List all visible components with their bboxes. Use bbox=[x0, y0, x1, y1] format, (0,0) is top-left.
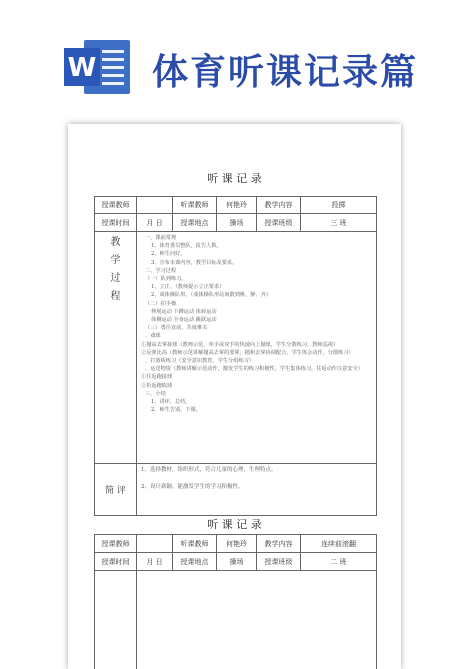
sheet1-row-time bbox=[95, 214, 377, 232]
process-label-char: 学 bbox=[110, 255, 121, 266]
word-document-icon bbox=[62, 36, 134, 98]
cell-label-time: 授课时间 bbox=[95, 553, 137, 571]
cell-label-place: 授课地点 bbox=[173, 214, 217, 232]
process-line: ①往返跑接球 bbox=[141, 374, 173, 381]
cell-value-content: 投掷 bbox=[301, 197, 377, 214]
cell-label-teacher: 授课教师 bbox=[95, 197, 137, 214]
process-line: 二、学习过程 bbox=[145, 267, 177, 274]
sheet1-record-table bbox=[94, 196, 377, 516]
cell-value-time: 月 日 bbox=[137, 553, 173, 571]
sheet2-process-label bbox=[95, 571, 137, 669]
cell-label-teacher: 授课教师 bbox=[95, 535, 137, 553]
sheet2-record-table bbox=[94, 534, 377, 669]
sheet2-row-teacher bbox=[95, 535, 377, 553]
sheet2-title: 听 课 记 录 bbox=[207, 518, 262, 531]
cell-value-teacher bbox=[137, 535, 173, 553]
cell-label-class: 授课班级 bbox=[257, 214, 301, 232]
comment-line: 2、设计新颖，能激发学生的学习积极性。 bbox=[141, 484, 244, 490]
cell-label-listener: 听课教师 bbox=[173, 535, 217, 553]
sheet2-row-process bbox=[95, 571, 377, 669]
process-line: （二）拍手操 bbox=[145, 300, 177, 307]
process-line: 三、小结 bbox=[145, 390, 166, 397]
banner bbox=[0, 0, 474, 112]
cell-label-time: 授课时间 bbox=[95, 214, 137, 232]
process-line: 3、宣布本课内容，教学目标及要求。 bbox=[151, 259, 238, 266]
process-line: 、戏球 bbox=[145, 333, 161, 340]
document-title: 体育听课记录篇 bbox=[152, 52, 419, 93]
comment-line: 1、选择教材，组织形式，符合儿童的心理，生理特点。 bbox=[141, 467, 277, 473]
process-line: 、打篮板练习（安全意识教育，学生分组练习） bbox=[145, 358, 254, 365]
process-label bbox=[95, 232, 137, 464]
cell-value-listener: 何艳玲 bbox=[217, 535, 257, 553]
process-line: 1、讲评，总结。 bbox=[151, 399, 191, 406]
process-line: ②反弹比高（教师示范讲解抛高去掌的要领，抛和去掌协调配合，学生体会动作，分散练习） bbox=[141, 349, 354, 356]
process-line: ②折返跑取球 bbox=[141, 382, 173, 389]
process-label-char: 过 bbox=[110, 273, 121, 284]
process-line: 2、师生问好。 bbox=[151, 251, 186, 258]
cell-value-time: 月 日 bbox=[137, 214, 173, 232]
process-line: （一）队列练习。 bbox=[145, 276, 187, 283]
process-label-char: 教 bbox=[110, 237, 121, 248]
document-page bbox=[68, 124, 401, 669]
process-line: 体侧运动 全身运动 跳跃运动 bbox=[151, 317, 217, 324]
process-content bbox=[137, 232, 377, 464]
cell-value-class: 二 班 bbox=[301, 553, 377, 571]
process-line: ①抛高去掌接球（教师示范，单手或双手的快速向上抛球，学生分散练习，教师巡视） bbox=[141, 341, 339, 348]
sheet1-title: 听 课 记 录 bbox=[207, 172, 262, 185]
cell-value-class: 三 班 bbox=[301, 214, 377, 232]
word-logo-letter: W bbox=[67, 53, 97, 83]
sheet2-row-time bbox=[95, 553, 377, 571]
cell-value-teacher bbox=[137, 197, 173, 214]
process-line: 2、成体操队形。（成体操队形站间散到桃、静、齐） bbox=[151, 292, 272, 299]
process-line: 伸展运动 下蹲运动 体转运动 bbox=[151, 308, 217, 315]
comment-content bbox=[137, 464, 377, 516]
process-label-char: 程 bbox=[110, 291, 121, 302]
cell-label-listener: 听课教师 bbox=[173, 197, 217, 214]
comment-label: 简 评 bbox=[95, 464, 137, 516]
cell-value-content: 连续前滚翻 bbox=[301, 535, 377, 553]
sheet1-row-teacher bbox=[95, 197, 377, 214]
sheet1-row-process bbox=[95, 232, 377, 464]
process-line: 、运送物资（教师讲解示范动作，激发学生的练习积极性，学生集体练习，往返动作注意安全） bbox=[145, 366, 363, 373]
process-line: （三）勇往直前，共度难关 bbox=[145, 325, 208, 332]
cell-label-content: 教学内容 bbox=[257, 535, 301, 553]
cell-value-listener: 何艳玲 bbox=[217, 197, 257, 214]
cell-label-place: 授课地点 bbox=[173, 553, 217, 571]
cell-label-class: 授课班级 bbox=[257, 553, 301, 571]
cell-value-place: 操场 bbox=[217, 214, 257, 232]
process-line: 1、体育委员整队，报告人数。 bbox=[151, 243, 222, 250]
process-line: 一、课前常规 bbox=[145, 235, 177, 241]
sheet2-process-content bbox=[137, 571, 377, 669]
process-line: 2、师生告别，下课。 bbox=[151, 407, 201, 414]
process-line: 1、立正、（教师提示立正要求） bbox=[151, 284, 225, 291]
sheet1-row-comment bbox=[95, 464, 377, 516]
cell-label-content: 教学内容 bbox=[257, 197, 301, 214]
cell-value-place: 操场 bbox=[217, 553, 257, 571]
